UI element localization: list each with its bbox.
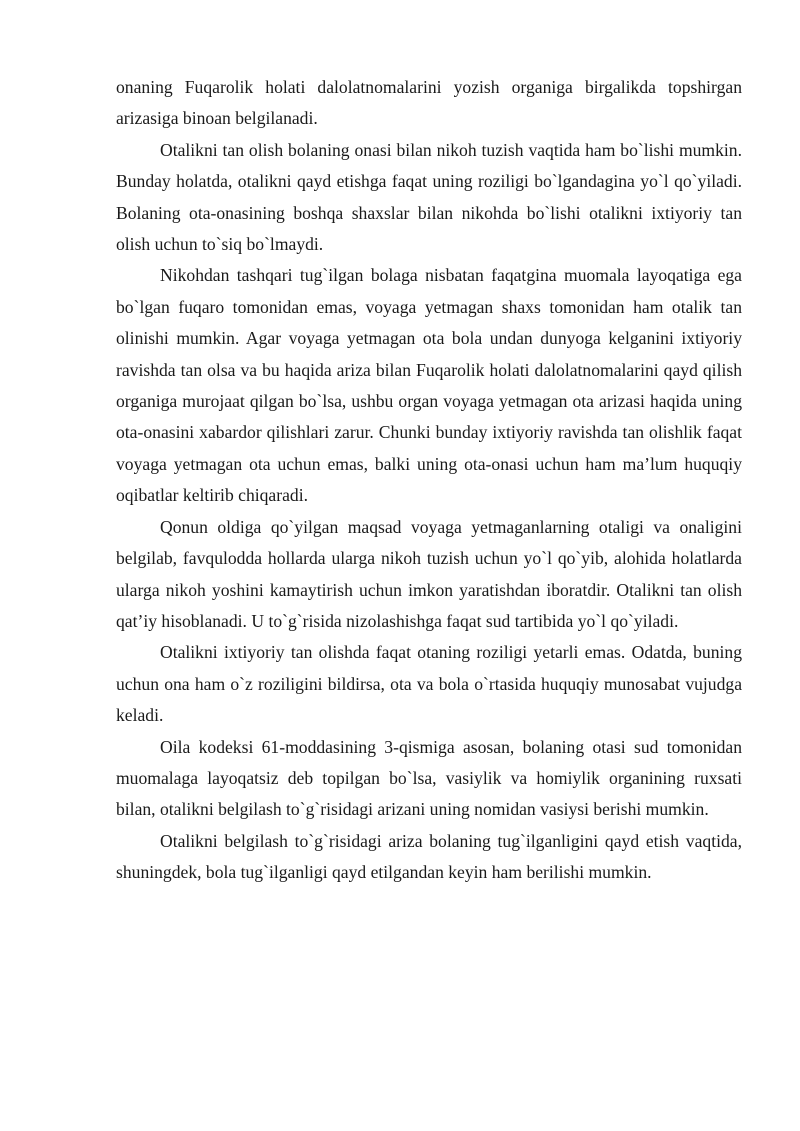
document-page (116, 72, 742, 889)
paragraph: Oila kodeksi 61-moddasining 3-qismiga asosan, bolaning otasi sud tomonidan muomalaga layoqatsiz deb topilgan bo`lsa, vasiylik va homiylik organining ruxsati bilan, otalikni belgilash to`g`risidagi arizani uning nomidan vasiysi berishi mumkin. (116, 736, 742, 820)
paragraph-continuation: onaning Fuqarolik holati dalolatnomalarini yozish organiga birgalikda topshirgan arizasiga binoan belgilanadi. (116, 77, 742, 129)
paragraph: Otalikni ixtiyoriy tan olishda faqat otaning roziligi yetarli emas. Odatda, buning uchun ona ham o`z roziligini bildirsa, ota va bola o`rtasida huquqiy munosabat vujudga keladi. (116, 642, 742, 726)
paragraph: Otalikni belgilash to`g`risidagi ariza bolaning tug`ilganligini qayd etish vaqtida, shuningdek, bola tug`ilganligi qayd etilgandan keyin ham berilishi mumkin. (116, 830, 742, 883)
paragraph: Nikohdan tashqari tug`ilgan bolaga nisbatan faqatgina muomala layoqatiga ega bo`lgan fuqaro tomonidan emas, voyaga yetmagan shaxs tomonidan ham otalik tan olinishi mumkin. Agar voyaga yetmagan ota bola undan dunyoga kelganini ixtiyoriy ravishda tan olsa va bu haqida ariza bilan Fuqarolik holati dalolatnomalarini qayd qilish organiga murojaat qilgan bo`lsa, ushbu organ voyaga yetmagan ota arizasi haqida uning ota-onasini xabardor qilishlari zarur. Chunki bunday ixtiyoriy ravishda tan olishlik faqat voyaga yetmagan ota uchun emas, balki uning ota-onasi uchun ham ma’lum huquqiy oqibatlar keltirib chiqaradi. (116, 265, 742, 506)
paragraph: Qonun oldiga qo`yilgan maqsad voyaga yetmaganlarning otaligi va onaligini belgilab, favqulodda hollarda ularga nikoh tuzish uchun yo`l qo`yib, alohida holatlarda ularga nikoh yoshini kamaytirish uchun imkon yaratishdan iboratdir. Otalikni tan olish qat’iy hisoblanadi. U to`g`risida nizolashishga faqat sud tartibida yo`l qo`yiladi. (116, 516, 742, 631)
paragraph: Otalikni tan olish bolaning onasi bilan nikoh tuzish vaqtida ham bo`lishi mumkin. Bunday holatda, otalikni qayd etishga faqat uning roziligi bo`lgandagina yo`l qo`yiladi. Bolaning ota-onasining boshqa shaxslar bilan nikohda bo`lishi otalikni ixtiyoriy tan olish uchun to`siq bo`lmaydi. (116, 139, 742, 255)
